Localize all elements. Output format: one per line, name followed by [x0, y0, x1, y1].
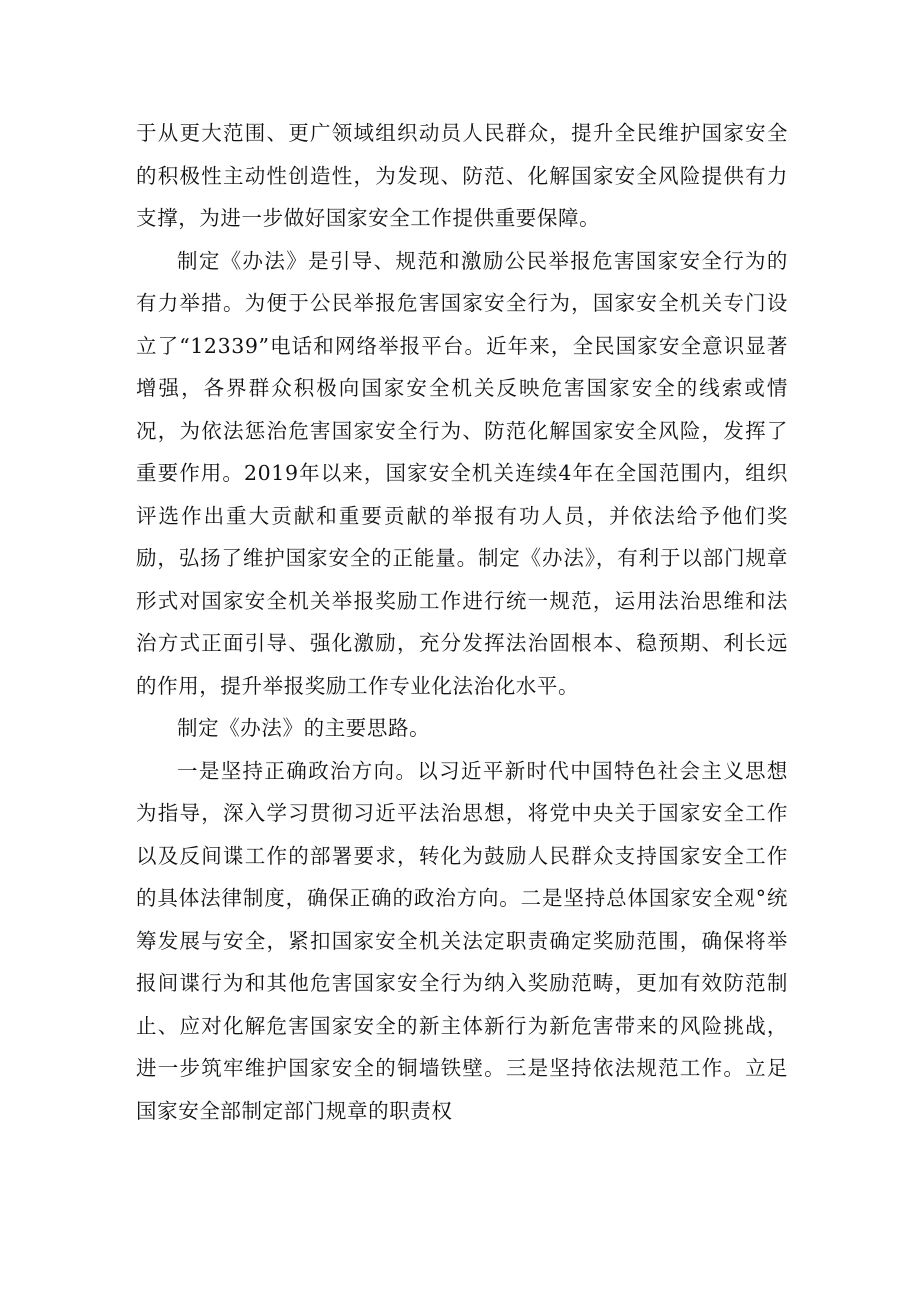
paragraph-principles: 一是坚持正确政治方向。以习近平新时代中国特色社会主义思想为指导，深入学习贯彻习近平法治思想，将党中央关于国家安全工作以及反间谍工作的部署要求，转化为鼓励人民群众支持国家安全工作的具体法律制度，确保正确的政治方向。二是坚持总体国家安全观°统筹发展与安全，紧扣国家安全机关法定职责确定奖励范围，确保将举报间谍行为和其他危害国家安全行为纳入奖励范畴，更加有效防范制止、应对化解危害国家安全的新主体新行为新危害带来的风险挑战，进一步筑牢维护国家安全的铜墙铁壁。三是坚持依法规范工作。立足国家安全部制定部门规章的职责权 [136, 758, 788, 1123]
paragraph-continuation: 于从更大范围、更广领域组织动员人民群众，提升全民维护国家安全的积极性主动性创造性，为发现、防范、化解国家安全风险提供有力支撑，为进一步做好国家安全工作提供重要保障。 [136, 121, 788, 230]
paragraph-main-ideas-heading: 制定《办法》的主要思路。 [177, 716, 431, 740]
paragraph-purpose: 制定《办法》是引导、规范和激励公民举报危害国家安全行为的有力举措。为便于公民举报危害国家安全行为，国家安全机关专门设立了“12339”电话和网络举报平台。近年来，全民国家安全意识显著增强，各界群众积极向国家安全机关反映危害国家安全的线索或情况，为依法惩治危害国家安全行为、防范化解国家安全风险，发挥了重要作用。2019年以来，国家安全机关连续4年在全国范围内，组织评选作出重大贡献和重要贡献的举报有功人员，并依法给予他们奖励，弘扬了维护国家安全的正能量。制定《办法》，有利于以部门规章形式对国家安全机关举报奖励工作进行统一规范，运用法治思维和法治方式正面引导、强化激励，充分发挥法治固根本、稳预期、利长远的作用，提升举报奖励工作专业化法治化水平。 [136, 248, 788, 698]
document-body [136, 112, 788, 1132]
